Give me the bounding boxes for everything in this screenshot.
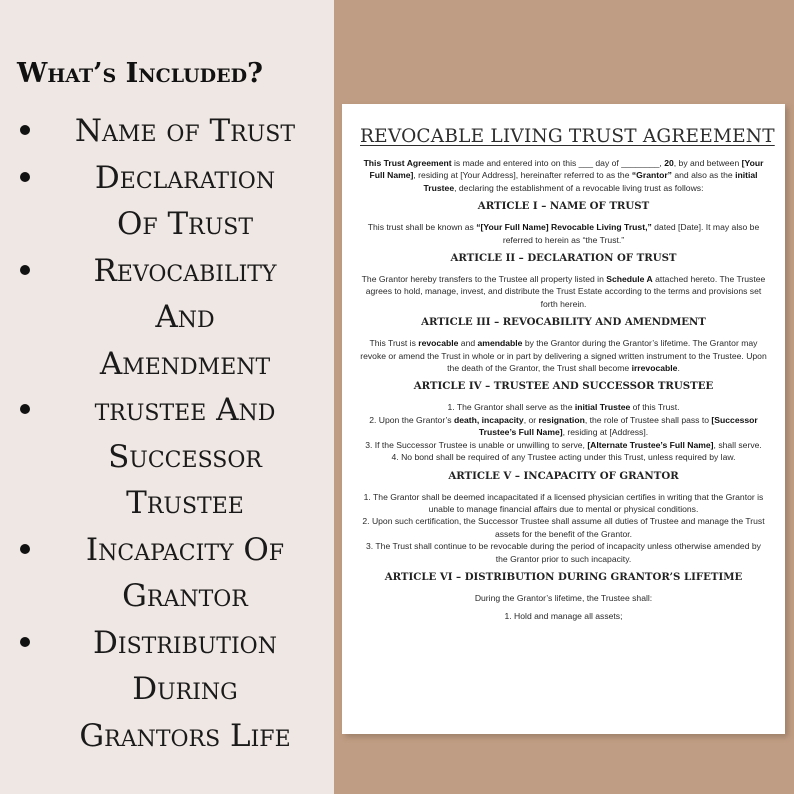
left-panel <box>0 0 334 794</box>
bullet-icon <box>20 637 30 647</box>
body-text: 3. The Trust shall continue to be revocable during the period of incapacity unless otherwise amended by the Grantor prior to such incapacity. <box>366 541 761 564</box>
body-text: by the Grantor during the Grantor’s lifetime. The Grantor may revoke or amend the Trust in whole or in part by delivering a signed written instrument to the Trustee. Upon the death of the Grantor, the Trust shall become <box>360 338 767 374</box>
body-text: 1. The Grantor shall be deemed incapacitated if a licensed physician certifies in writing that the Grantor is unable to manage financial affairs due to mental or physical conditions. <box>363 491 764 514</box>
emphasis-text: resignation <box>538 414 585 425</box>
article-paragraph <box>360 337 767 374</box>
emphasis-text: Schedule A <box>606 274 653 285</box>
emphasis-text: [Alternate Trustee’s Full Name] <box>587 439 714 450</box>
body-text: The Grantor hereby transfers to the Trustee all property listed in <box>361 274 607 285</box>
emphasis-text: 20 <box>664 158 674 168</box>
document-title: REVOCABLE LIVING TRUST AGREEMENT <box>360 126 775 147</box>
article-heading: ARTICLE III – REVOCABILITY AND AMENDMENT <box>421 316 706 329</box>
emphasis-text: death, incapacity <box>453 414 524 425</box>
list-item <box>360 515 767 540</box>
included-item-text: Grantors Life <box>79 717 291 754</box>
emphasis-text: initial Trustee <box>574 402 631 413</box>
list-item <box>360 401 767 413</box>
bullet-icon <box>20 265 30 275</box>
article-list <box>360 491 767 565</box>
intro-paragraph <box>360 157 767 194</box>
body-text: . <box>677 363 680 374</box>
included-item-text: Successor <box>108 438 262 475</box>
included-item <box>14 248 322 388</box>
article-heading: ARTICLE IV – TRUSTEE AND SUCCESSOR TRUSTEE <box>413 380 714 393</box>
article-heading: ARTICLE II – DECLARATION OF TRUST <box>450 252 677 265</box>
included-item <box>14 527 322 620</box>
included-list <box>14 108 322 759</box>
emphasis-text: [Successor Trustee’s Full Name] <box>478 414 758 438</box>
article-paragraph <box>360 592 767 604</box>
body-text: 2. Upon such certification, the Successor Trustee shall assume all duties of Trustee and manage the Trust assets for the benefit of the Grantor. <box>362 516 765 539</box>
body-text: This Trust is <box>369 338 419 349</box>
body-text: 1. Hold and manage all assets; <box>504 611 623 622</box>
list-item <box>360 414 767 439</box>
emphasis-text: irrevocable <box>631 363 678 374</box>
article-paragraph <box>360 221 767 246</box>
list-item <box>360 540 767 565</box>
included-item <box>14 155 322 248</box>
emphasis-text: amendable <box>477 338 523 349</box>
included-item <box>14 387 322 527</box>
body-text: , the role of Trustee shall pass to <box>584 414 712 425</box>
included-item-text: trustee And <box>94 392 276 428</box>
body-text: and also as the <box>671 170 736 181</box>
included-item <box>14 108 322 155</box>
article-list <box>360 610 767 622</box>
body-text: attached hereto. The Trustee agrees to hold, manage, invest, and distribute the Trust Estate according to the terms and provisions set forth herein. <box>365 274 766 309</box>
body-text: , residing at [Your Address], hereinafter referred to as the <box>413 170 632 181</box>
emphasis-text: This Trust Agreement <box>363 158 452 168</box>
body-text: This trust shall be known as <box>367 222 477 233</box>
article-list <box>360 401 767 463</box>
included-item-text: During <box>132 671 238 707</box>
included-item-text: Revocability <box>93 252 277 289</box>
list-item <box>360 439 767 451</box>
included-item-text: Name of Trust <box>74 113 296 149</box>
bullet-icon <box>20 172 30 182</box>
body-text: is made and entered into on this ___ day of ________, <box>451 158 665 168</box>
body-text: 2. Upon the Grantor’s <box>369 414 454 425</box>
list-item <box>360 610 767 622</box>
emphasis-text: initial Trustee <box>423 170 758 193</box>
article-heading: ARTICLE V – INCAPACITY OF GRANTOR <box>448 469 679 482</box>
document-page <box>342 104 785 734</box>
included-item-text: Amendment <box>99 345 271 382</box>
included-item <box>14 620 322 760</box>
body-text: , declaring the establishment of a revocable living trust as follows: <box>454 182 704 193</box>
emphasis-text: “[Your Full Name] Revocable Living Trust,” <box>476 222 652 233</box>
emphasis-text: [Your Full Name] <box>369 158 764 181</box>
body-text: , by and between <box>673 158 742 168</box>
body-text: of this Trust. <box>630 402 680 413</box>
body-text: 3. If the Successor Trustee is unable or unwilling to serve, <box>365 439 588 450</box>
emphasis-text: revocable <box>418 338 459 349</box>
articles <box>360 200 767 623</box>
article-heading: ARTICLE I – NAME OF TRUST <box>477 200 650 213</box>
article-heading: ARTICLE VI – DISTRIBUTION DURING GRANTOR’S LIFETIME <box>384 570 743 583</box>
body-text: 4. No bond shall be required of any Trustee acting under this Trust, unless required by law. <box>391 452 736 463</box>
list-item <box>360 491 767 516</box>
body-text: , residing at [Address]. <box>562 427 649 438</box>
body-text: , shall serve. <box>713 439 762 450</box>
bullet-icon <box>20 544 30 554</box>
body-text: and <box>458 338 478 349</box>
list-item <box>360 451 767 463</box>
included-item-text: Incapacity Of <box>85 531 285 568</box>
included-item-text: Trustee <box>126 485 244 521</box>
emphasis-text: “Grantor” <box>631 170 672 181</box>
body-text: , or <box>523 414 539 425</box>
included-item-text: Grantor <box>122 578 248 614</box>
included-heading: What’s Included? <box>17 58 263 89</box>
body-text: dated [Date]. It may also be referred to herein as “the Trust.” <box>502 222 760 245</box>
body-text: 1. The Grantor shall serve as the <box>447 402 575 413</box>
included-item-text: Of Trust <box>116 206 254 242</box>
article-paragraph <box>360 273 767 310</box>
body-text: During the Grantor’s lifetime, the Trustee shall: <box>474 592 653 603</box>
bullet-icon <box>20 125 30 135</box>
included-item-text: Declaration <box>94 159 276 196</box>
bullet-icon <box>20 404 30 414</box>
included-item-text: And <box>155 299 215 335</box>
included-item-text: Distribution <box>93 624 277 661</box>
